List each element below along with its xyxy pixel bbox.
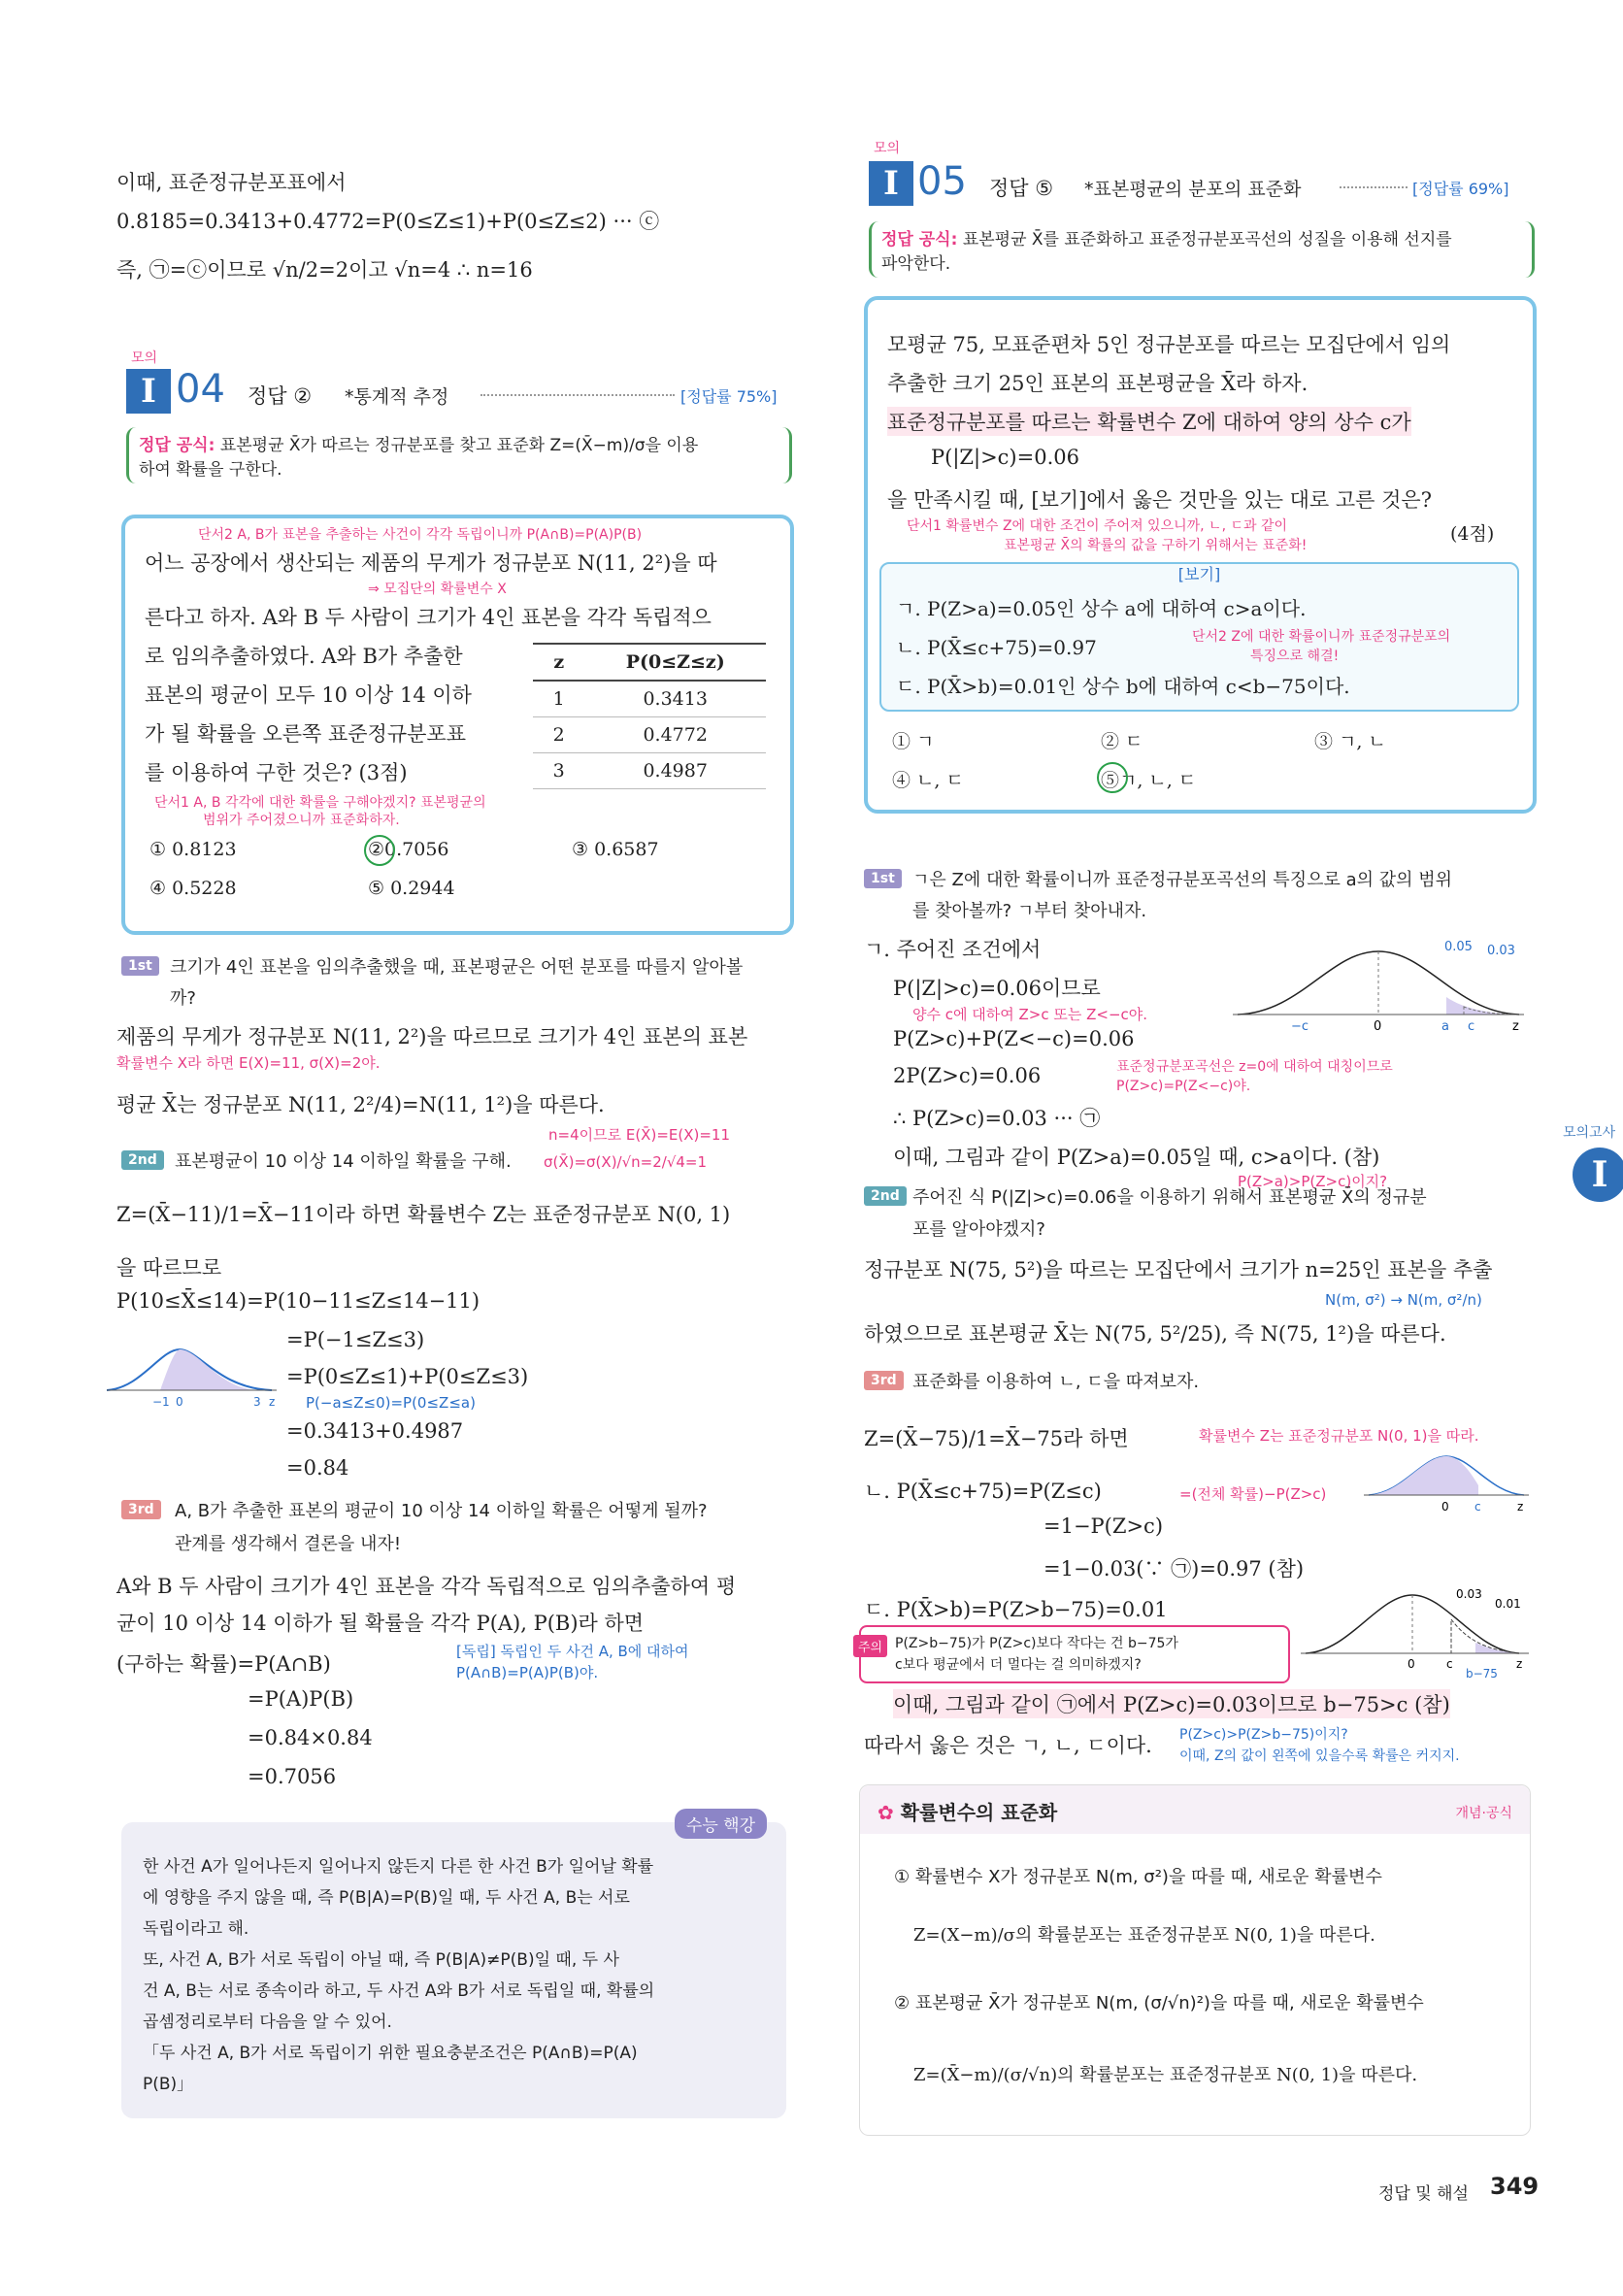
sol05-line-4: 2P(Z>c)=0.06: [893, 1064, 1042, 1087]
intro-line-3: 즉, ㉠=ⓒ이므로 √n/2=2이고 √n=4 ∴ n=16: [116, 258, 533, 282]
sol04-line-2: 평균 X̄는 정규분포 N(11, 2²/4)=N(11, 1²)을 따른다.: [116, 1093, 605, 1116]
q05-points: (4점): [1450, 523, 1495, 545]
q05-choice-1[interactable]: ① ㄱ: [892, 731, 935, 752]
sol05-step3-label: 3rd: [864, 1371, 904, 1390]
q05-roman: I: [869, 161, 913, 206]
concept-title: 확률변수의 표준화: [900, 1801, 1058, 1824]
q04-stem-6: 를 이용하여 구한 것은? (3점): [145, 761, 408, 784]
table-cell: 0.3413: [584, 681, 766, 717]
caution-text-b: c보다 평균에서 더 멀다는 걸 의미하겠지?: [895, 1657, 1142, 1673]
side-tab-roman: I: [1573, 1148, 1623, 1202]
q04-choice-1[interactable]: ① 0.8123: [149, 839, 237, 860]
core-badge: 수능 핵강: [675, 1809, 767, 1839]
q04-number: 04: [176, 367, 225, 412]
core-line: 곱셈정리로부터 다음을 알 수 있어.: [143, 2013, 392, 2032]
sol05-line-13: ㄷ. P(X̄>b)=P(Z>b−75)=0.01: [864, 1598, 1168, 1621]
sol05-line-10: ㄴ. P(X̄≤c+75)=P(Z≤c): [864, 1480, 1102, 1503]
z-table-col-p: P(0≤Z≤z): [584, 644, 766, 681]
core-box: [121, 1816, 786, 2118]
sol05-line-5: ∴ P(Z>c)=0.03 ··· ㉠: [893, 1107, 1101, 1130]
q04-clue1-a: 단서1 A, B 각각에 대한 확률을 구해야겠지? 표본평균의: [154, 795, 486, 811]
q04-clue2: 단서2 A, B가 표본을 추출하는 사건이 각각 독립이니까 P(A∩B)=P(A)P(B): [198, 527, 643, 543]
sol04-line-12: (구하는 확률)=P(A∩B): [116, 1652, 331, 1676]
page-number: 349: [1490, 2173, 1540, 2200]
sol04-line-11: 균이 10 이상 14 이하가 될 확률을 각각 P(A), P(B)라 하면: [116, 1612, 645, 1635]
q05-strategy-label: 정답 공식:: [881, 230, 958, 250]
table-row: [533, 681, 766, 717]
sol05-step1-label: 1st: [864, 869, 902, 888]
sol05-anno-7b: 이때, Z의 값이 왼쪽에 있을수록 확률은 커지지.: [1179, 1748, 1460, 1764]
sol05-line-6: 이때, 그림과 같이 P(Z>a)=0.05일 때, c>a이다. (참): [893, 1146, 1380, 1169]
core-line: 건 A, B는 서로 종속이라 하고, 두 사건 A와 B가 서로 독립일 때, 확률의: [143, 1981, 655, 2001]
concept-item-1: ① 확률변수 X가 정규분포 N(m, σ²)을 따를 때, 새로운 확률변수: [894, 1867, 1382, 1887]
sol05-graph-3: [1301, 1581, 1529, 1678]
table-cell: 2: [533, 717, 584, 753]
q04-strategy-text-1: 표본평균 X̄가 따르는 정규분포를 찾고 표준화 Z=(X̄−m)/σ을 이용: [219, 436, 699, 455]
q05-clue1-b: 표본평균 X̄의 확률의 값을 구하기 위해서는 표준화!: [1004, 538, 1308, 553]
q05-clue2-b: 특징으로 해결!: [1250, 649, 1340, 664]
concept-title-wrap: [878, 1797, 1057, 1825]
sol05-step1-text-2: 를 찾아볼까? ㄱ부터 찾아내자.: [912, 901, 1147, 921]
table-cell: 0.4772: [584, 717, 766, 753]
sol05-line-9: Z=(X̄−75)/1=X̄−75라 하면: [864, 1427, 1129, 1450]
table-row: [533, 717, 766, 753]
sol04-line-3: Z=(X̄−11)/1=X̄−11이라 하면 확률변수 Z는 표준정규분포 N(0, 1): [116, 1203, 731, 1226]
core-line: 에 영향을 주지 않을 때, 즉 P(B|A)=P(B)일 때, 두 사건 A, B는 서로: [143, 1888, 630, 1908]
sol04-line-15: =0.7056: [248, 1765, 337, 1788]
sol04-line-13: =P(A)P(B): [248, 1687, 354, 1711]
q05-answer: 정답 ⑤: [989, 177, 1054, 200]
caution-label: 주의: [853, 1635, 887, 1657]
bogi-title: [보기]: [1177, 565, 1221, 583]
intro-line-1: 이때, 표준정규분포표에서: [116, 171, 347, 194]
graph-label: 0: [1374, 1019, 1382, 1034]
q04-choice-5[interactable]: ⑤ 0.2944: [368, 878, 455, 899]
graph-label: z: [1512, 1019, 1519, 1034]
intro-line-2: 0.8185=0.3413+0.4772=P(0≤Z≤1)+P(0≤Z≤2) ··· ⓒ: [116, 210, 660, 233]
sol04-step3-text-2: 관계를 생각해서 결론을 내자!: [175, 1534, 402, 1554]
sol05-anno-1: 양수 c에 대하여 Z>c 또는 Z<−c야.: [912, 1006, 1148, 1023]
q04-clue1-b: 범위가 주어졌으니까 표준화하자.: [203, 813, 400, 828]
sol04-normal-graph: [102, 1340, 286, 1408]
sol05-anno-7a: P(Z>c)>P(Z>b−75)이지?: [1179, 1727, 1348, 1743]
graph-label: z: [1517, 1500, 1524, 1514]
bogi-item-3: ㄷ. P(X̄>b)=0.01인 상수 b에 대하여 c<b−75이다.: [896, 675, 1350, 698]
sol04-anno-4: P(−a≤Z≤0)=P(0≤Z≤a): [306, 1394, 476, 1412]
concept-tag: 개념·공식: [1455, 1806, 1512, 1821]
sol05-step2-text-1: 주어진 식 P(|Z|>c)=0.06을 이용하기 위해서 표본평균 X̄의 정규분: [912, 1187, 1427, 1208]
sol05-line-3: P(Z>c)+P(Z<−c)=0.06: [893, 1027, 1135, 1050]
graph-label: 0: [1408, 1657, 1415, 1671]
sol04-anno-3: σ(X̄)=σ(X)/√n=2/√4=1: [544, 1153, 708, 1171]
sol04-step2-label: 2nd: [121, 1150, 164, 1170]
sol05-line-1: ㄱ. 주어진 조건에서: [864, 938, 1042, 961]
sol04-anno-2: n=4이므로 E(X̄)=E(X)=11: [548, 1126, 730, 1144]
q04-strategy-label: 정답 공식:: [139, 436, 215, 455]
q04-choice-3[interactable]: ③ 0.6587: [572, 839, 659, 860]
sol04-line-4: 을 따르므로: [116, 1256, 222, 1280]
bogi-item-1: ㄱ. P(Z>a)=0.05인 상수 a에 대하여 c>a이다.: [896, 597, 1307, 620]
q05-choice-2[interactable]: ② ㄷ: [1101, 731, 1143, 752]
sol04-step3-text-1: A, B가 추출한 표본의 평균이 10 이상 14 이하일 확률은 어떻게 될까?: [175, 1501, 708, 1521]
q04-stem-1: 어느 공장에서 생산되는 제품의 무게가 정규분포 N(11, 2²)을 따: [145, 551, 717, 575]
table-cell: 0.4987: [584, 753, 766, 789]
sol05-anno-3: P(Z>a)>P(Z>c)이지?: [1238, 1173, 1388, 1190]
sol04-line-1: 제품의 무게가 정규분포 N(11, 2²)을 따르므로 크기가 4인 표본의 표본: [116, 1025, 748, 1048]
concept-item-2: ② 표본평균 X̄가 정규분포 N(m, (σ/√n)²)을 따를 때, 새로운 확률변수: [894, 1993, 1424, 2013]
core-text: [143, 1851, 654, 2100]
q04-dots: [480, 394, 675, 396]
sol05-anno-2b: P(Z>c)=P(Z<−c)야.: [1116, 1079, 1251, 1094]
q05-clue1-a: 단서1 확률변수 Z에 대한 조건이 주어져 있으니까, ㄴ, ㄷ과 같이: [907, 518, 1288, 534]
sol04-line-7: =P(0≤Z≤1)+P(0≤Z≤3): [286, 1365, 529, 1388]
q04-roman: I: [126, 369, 171, 414]
q05-strategy-text-1: 표본평균 X̄를 표준화하고 표준정규분포곡선의 성질을 이용해 선지를: [962, 230, 1452, 250]
sol04-line-5: P(10≤X̄≤14)=P(10−11≤Z≤14−11): [116, 1289, 480, 1313]
sol04-line-6: =P(−1≤Z≤3): [286, 1328, 425, 1351]
caution-text-a: P(Z>b−75)가 P(Z>c)보다 작다는 건 b−75가: [895, 1636, 1178, 1651]
q04-stem-4: 표본의 평균이 모두 10 이상 14 이하: [145, 683, 472, 707]
shaded-area: [1369, 1456, 1478, 1495]
core-line: 또, 사건 A, B가 서로 독립이 아닐 때, 즉 P(B|A)≠P(B)일 때, 두 사: [143, 1950, 619, 1970]
q04-stem-3: 로 임의추출하였다. A와 B가 추출한: [145, 645, 463, 668]
sol05-anno-4: N(m, σ²) → N(m, σ²/n): [1325, 1291, 1482, 1309]
q04-stem-2: 른다고 하자. A와 B 두 사람이 크기가 4인 표본을 각각 독립적으: [145, 606, 712, 629]
q04-answer-circle: [364, 835, 395, 866]
sol04-step1-label: 1st: [121, 956, 159, 976]
sol04-line-14: =0.84×0.84: [248, 1726, 373, 1749]
z-table: [533, 643, 766, 789]
sol04-line-8: =0.3413+0.4987: [286, 1419, 464, 1443]
sol04-line-9: =0.84: [286, 1456, 349, 1480]
q05-dots: [1340, 186, 1408, 188]
graph-label: z: [1516, 1657, 1523, 1671]
graph-label: c: [1474, 1500, 1481, 1514]
core-line: 독립이라고 해.: [143, 1919, 249, 1939]
concept-box: [859, 1784, 1531, 2136]
sol05-line-8: 하였으므로 표본평균 X̄는 N(75, 5²/25), 즉 N(75, 1²)을 따른다.: [864, 1322, 1446, 1346]
tick-label: 3: [253, 1395, 261, 1408]
graph-label: a: [1441, 1019, 1449, 1034]
sol05-step1-text-1: ㄱ은 Z에 대한 확률이니까 표준정규분포곡선의 특징으로 a의 값의 범위: [912, 870, 1452, 890]
q05-choice-4[interactable]: ④ ㄴ, ㄷ: [892, 770, 964, 791]
q04-choice-2[interactable]: ②0.7056: [368, 839, 449, 860]
sol05-graph-2: [1364, 1447, 1529, 1514]
q05-topic: *표본평균의 분포의 표준화: [1084, 179, 1302, 200]
q05-stem-3: 표준정규분포를 따르는 확률변수 Z에 대하여 양의 상수 c가: [887, 407, 1411, 436]
sol04-anno-5b: P(A∩B)=P(A)P(B)야.: [456, 1664, 599, 1681]
q05-clue2-a: 단서2 Z에 대한 확률이니까 표준정규분포의: [1192, 629, 1451, 645]
table-cell: 1: [533, 681, 584, 717]
sol05-line-7: 정규분포 N(75, 5²)을 따르는 모집단에서 크기가 n=25인 표본을 추출: [864, 1258, 1493, 1281]
q04-answer: 정답 ②: [248, 384, 313, 408]
sol05-line-2: P(|Z|>c)=0.06이므로: [893, 977, 1101, 1000]
graph-label: c: [1468, 1019, 1475, 1034]
q05-tag: 모의: [874, 141, 901, 156]
graph-label: 0.01: [1495, 1597, 1521, 1611]
q04-strategy: [126, 427, 792, 483]
q05-answer-circle: [1097, 762, 1128, 793]
graph-label: 0.03: [1456, 1587, 1482, 1601]
q04-tag: 모의: [131, 350, 158, 366]
q05-stem-4: P(|Z|>c)=0.06: [931, 446, 1079, 469]
tick-label: −1: [152, 1395, 170, 1408]
q05-choice-3[interactable]: ③ ㄱ, ㄴ: [1314, 731, 1386, 752]
graph-label: b−75: [1466, 1667, 1498, 1678]
sol05-line-15: 따라서 옳은 것은 ㄱ, ㄴ, ㄷ이다.: [864, 1734, 1152, 1757]
concept-item-1-formula: Z=(X−m)/σ의 확률분포는 표준정규분포 N(0, 1)을 따른다.: [913, 1925, 1375, 1946]
graph-label: 0.03: [1487, 944, 1515, 958]
core-line: 「두 사건 A, B가 서로 독립이기 위한 필요충분조건은 P(A∩B)=P(A): [143, 2044, 638, 2063]
footer-label: 정답 및 해설: [1378, 2184, 1469, 2204]
q04-rate: [정답률 75%]: [680, 387, 778, 406]
bogi-box: [879, 562, 1519, 712]
side-tab-label: 모의고사: [1563, 1125, 1616, 1141]
graph-label: −c: [1291, 1019, 1309, 1034]
q04-stem-5: 가 될 확률을 오른쪽 표준정규분포표: [145, 722, 466, 746]
q04-problem-box: [121, 515, 794, 935]
core-line: P(B)」: [143, 2075, 194, 2094]
graph-label: 0: [1441, 1500, 1449, 1514]
graph-label: 0.05: [1444, 940, 1473, 954]
q05-stem-5: 을 만족시킬 때, [보기]에서 옳은 것만을 있는 대로 고른 것은?: [887, 488, 1432, 512]
q05-strategy: [869, 221, 1535, 278]
sol05-anno-6: =(전체 확률)−P(Z>c): [1179, 1485, 1327, 1503]
side-tab[interactable]: [1563, 1122, 1623, 1229]
z-table-col-z: z: [533, 644, 584, 681]
q04-stem-note: ⇒ 모집단의 확률변수 X: [368, 582, 507, 597]
sol04-step1-text-2: 까?: [170, 988, 196, 1009]
sol05-anno-2a: 표준정규분포곡선은 z=0에 대하여 대칭이므로: [1116, 1059, 1393, 1075]
q05-stem-1: 모평균 75, 모표준편차 5인 정규분포를 따르는 모집단에서 임의: [887, 333, 1451, 356]
table-cell: 3: [533, 753, 584, 789]
sol05-line-12: =1−0.03(∵ ㉠)=0.97 (참): [1043, 1557, 1305, 1581]
q05-problem-box: [864, 296, 1537, 814]
sol05-graph-1: [1233, 937, 1524, 1034]
sol05-line-11: =1−P(Z>c): [1043, 1514, 1164, 1538]
q05-strategy-text-2: 파악한다.: [881, 254, 951, 274]
sol05-step3-text: 표준화를 이용하여 ㄴ, ㄷ을 따져보자.: [912, 1372, 1200, 1392]
graph-label: c: [1446, 1657, 1453, 1671]
sol04-step1-text-1: 크기가 4인 표본을 임의추출했을 때, 표본평균은 어떤 분포를 따를지 알아볼: [170, 957, 744, 978]
q05-number: 05: [917, 159, 967, 204]
core-line: 한 사건 A가 일어나든지 일어나지 않든지 다른 한 사건 B가 일어날 확률: [143, 1857, 654, 1877]
q05-choice-5[interactable]: ⑤ㄱ, ㄴ, ㄷ: [1101, 770, 1197, 791]
q04-topic: *통계적 추정: [345, 386, 449, 408]
tick-label: 0: [176, 1395, 183, 1408]
concept-item-2-formula: Z=(X̄−m)/(σ/√n)의 확률분포는 표준정규분포 N(0, 1)을 따른다.: [913, 2065, 1418, 2085]
sol05-anno-5: 확률변수 Z는 표준정규분포 N(0, 1)을 따라.: [1199, 1427, 1479, 1445]
tick-label: z: [269, 1395, 276, 1408]
bogi-item-2: ㄴ. P(X̄≤c+75)=0.97: [896, 636, 1097, 659]
flower-icon: ✿: [878, 1801, 894, 1824]
sol04-anno-5a: [독립] 독립인 두 사건 A, B에 대하여: [456, 1643, 689, 1660]
q04-choice-4[interactable]: ④ 0.5228: [149, 878, 237, 899]
table-row: [533, 753, 766, 789]
q04-strategy-text-2: 하여 확률을 구한다.: [139, 460, 282, 480]
z-table-header: [533, 644, 766, 681]
sol05-step2-label: 2nd: [864, 1186, 907, 1206]
q05-stem-2: 추출한 크기 25인 표본의 표본평균을 X̄라 하자.: [887, 372, 1308, 395]
sol05-line-14: 이때, 그림과 같이 ㉠에서 P(Z>c)=0.03이므로 b−75>c (참): [893, 1689, 1450, 1718]
sol04-line-10: A와 B 두 사람이 크기가 4인 표본을 각각 독립적으로 임의추출하여 평: [116, 1575, 737, 1598]
sol04-anno-1: 확률변수 X라 하면 E(X)=11, σ(X)=2야.: [116, 1054, 381, 1072]
caution-box: [859, 1625, 1290, 1683]
sol05-step2-text-2: 포를 알아야겠지?: [912, 1219, 1045, 1240]
q05-rate: [정답률 69%]: [1412, 180, 1509, 198]
sol04-step2-text: 표본평균이 10 이상 14 이하일 확률을 구해.: [175, 1151, 512, 1172]
sol04-step3-label: 3rd: [121, 1500, 161, 1519]
